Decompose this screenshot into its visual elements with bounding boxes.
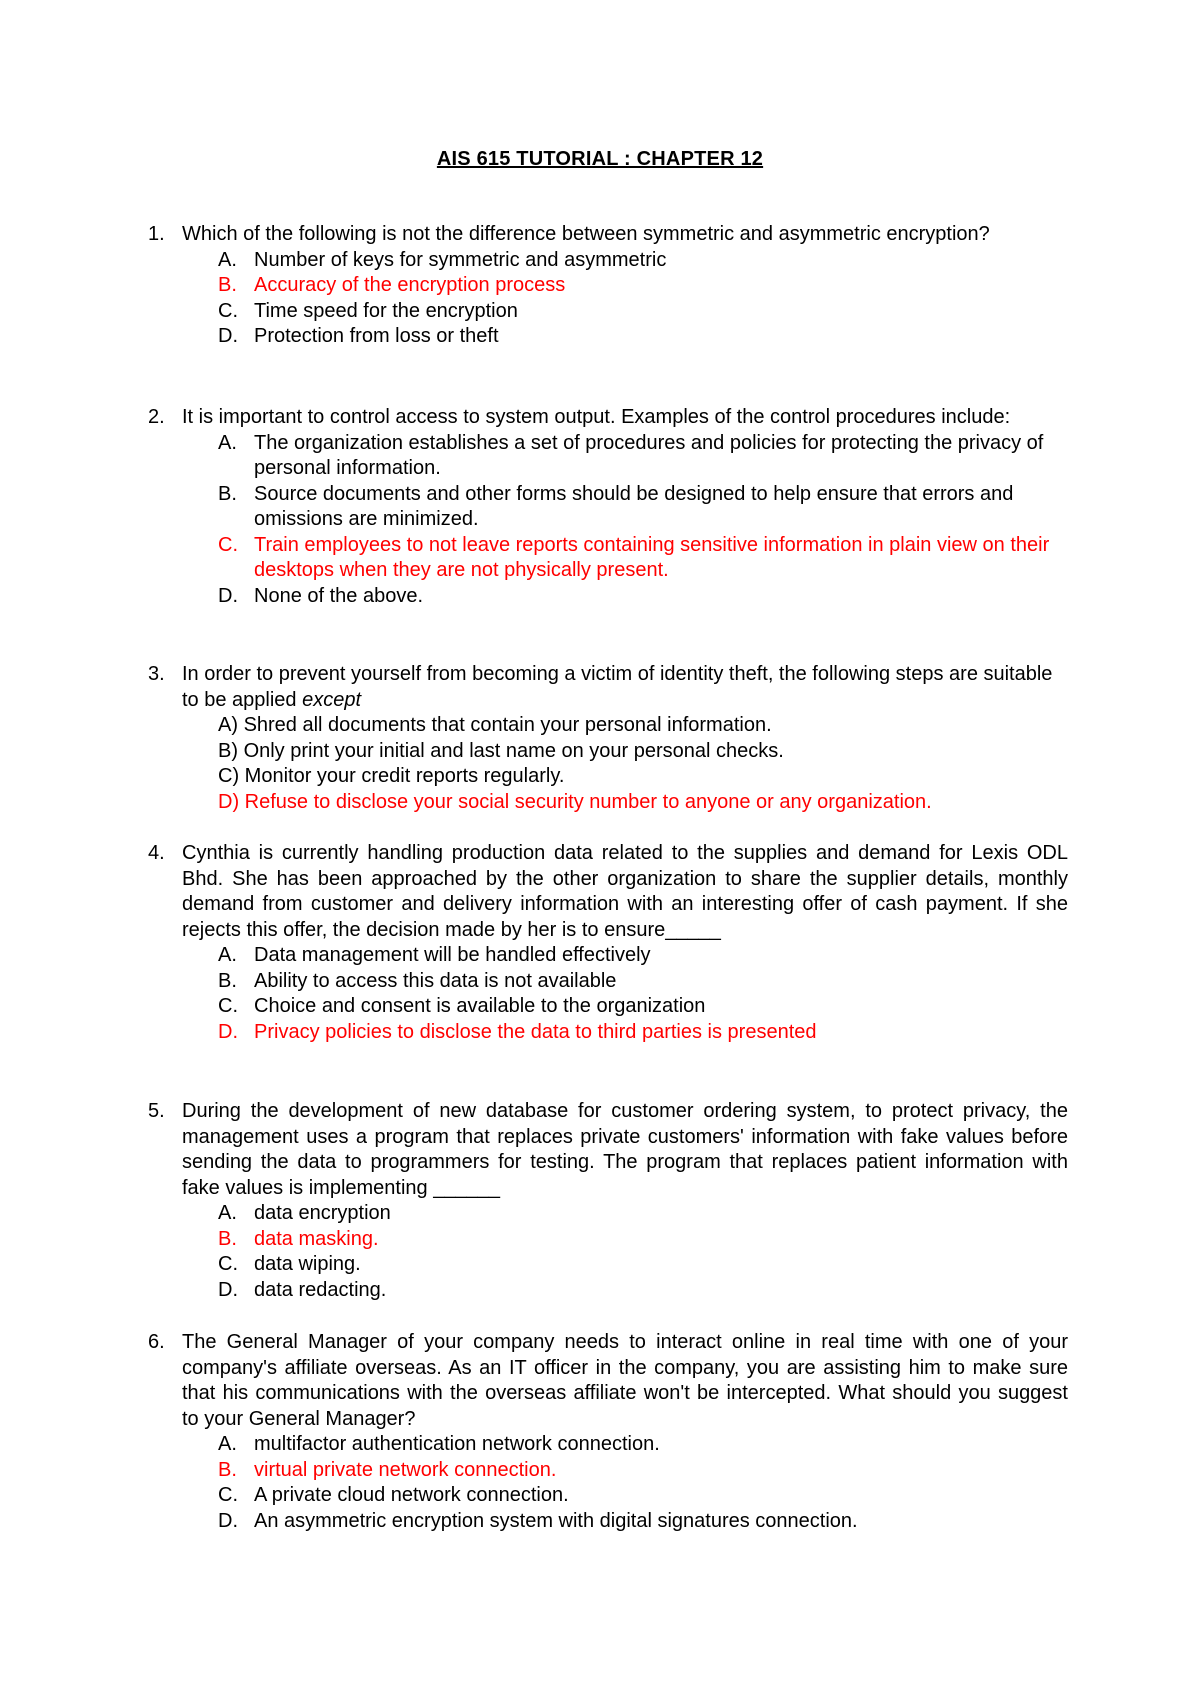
question-text: Which of the following is not the difference between symmetric and asymmetric encryption? [182,223,990,245]
option-b: B) Only print your initial and last name on your personal checks. [218,739,784,762]
option-a: A. Number of keys for symmetric and asymmetric [218,248,667,271]
option-d-correct-answer: D) Refuse to disclose your social security number to anyone or any organization. [218,790,932,813]
question-2 [148,405,1068,609]
option-list [218,1201,1068,1303]
option-c: C. Time speed for the encryption [218,299,518,322]
option-c: C. Choice and consent is available to the organization [218,995,706,1017]
option-a: A. The organization establishes a set of procedures and policies for protecting the privacy of personal information. [218,431,1044,479]
question-3 [148,662,1068,815]
question-text: The General Manager of your company needs to interact online in real time with one of your company's affiliate overseas. As an IT officer in the company, you are assisting him to make sure that his communications with the overseas affiliate won't be intercepted. What should you suggest to your General Manager? [182,1331,1068,1430]
question-number: 1. [148,223,165,245]
option-a: A. data encryption [218,1202,391,1224]
option-b: B. Source documents and other forms should be designed to help ensure that errors and omissions are minimized. [218,482,1014,530]
question-1 [148,222,1068,350]
option-c-correct-answer: C. Train employees to not leave reports containing sensitive information in plain view on their desktops when they are not physically present. [218,533,1050,581]
question-6 [148,1330,1068,1534]
option-b: B. Ability to access this data is not available [218,969,617,992]
option-c: C. data wiping. [218,1253,361,1275]
question-number: 4. [148,842,165,864]
option-d: D. Protection from loss or theft [218,325,499,347]
question-emphasis: except [302,688,362,711]
question-text: During the development of new database for customer ordering system, to protect privacy, the management uses a program that replaces private customers' information with fake values before sending the data to programmers for testing. The program that replaces patient information with fake values is implementing ______ [182,1100,1068,1199]
question-number: 2. [148,406,165,428]
option-d-correct-answer: D. Privacy policies to disclose the data to third parties is presented [218,1020,817,1043]
option-b-correct-answer: B. Accuracy of the encryption process [218,274,566,296]
option-d: D. data redacting. [218,1278,387,1301]
question-number: 6. [148,1331,165,1353]
question-text: It is important to control access to system output. Examples of the control procedures include: [182,406,1011,428]
option-a: A. multifactor authentication network connection. [218,1433,660,1455]
option-b-correct-answer: B. virtual private network connection. [218,1458,557,1481]
option-a: A) Shred all documents that contain your personal information. [218,714,772,736]
page-title: AIS 615 TUTORIAL : CHAPTER 12 [436,148,764,170]
option-list [218,248,1068,350]
option-list [218,1432,1068,1534]
option-b-correct-answer: B. data masking. [218,1227,379,1250]
option-list [218,943,1068,1045]
question-text: In order to prevent yourself from becoming a victim of identity theft, the following steps are suitable to be applied except [182,663,1053,711]
question-number: 3. [148,663,165,685]
question-5 [148,1099,1068,1303]
option-a: A. Data management will be handled effectively [218,944,651,966]
option-c: C. A private cloud network connection. [218,1484,569,1506]
option-d: D. None of the above. [218,584,424,607]
question-4 [148,841,1068,1045]
option-list [218,713,1068,815]
question-number: 5. [148,1100,165,1122]
option-d: D. An asymmetric encryption system with digital signatures connection. [218,1509,858,1532]
question-text: Cynthia is currently handling production data related to the supplies and demand for Lexis ODL Bhd. She has been approached by the other organization to share the supplier details, monthly demand from customer and delivery information with an interesting offer of cash payment. If she rejects this offer, the decision made by her is to ensure_____ [182,842,1068,941]
option-list [218,431,1068,610]
option-c: C) Monitor your credit reports regularly. [218,765,565,787]
